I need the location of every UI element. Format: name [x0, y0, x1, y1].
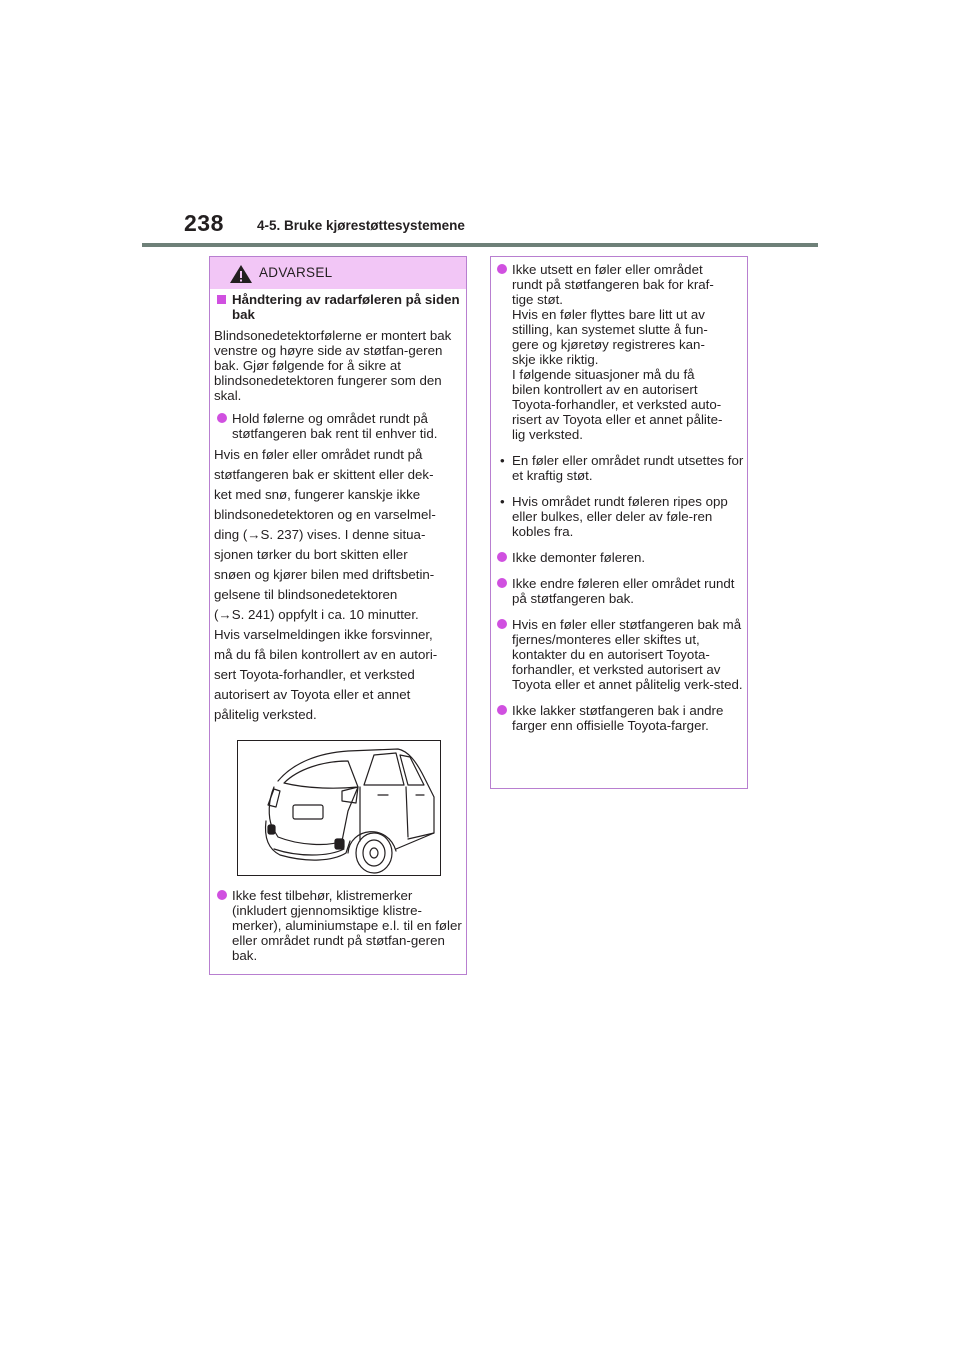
warning-content-lower	[214, 888, 464, 963]
round-bullet-icon	[497, 552, 507, 562]
paragraph-line: gelsene til blindsonedetektoren	[214, 587, 398, 602]
warning-paragraph	[214, 445, 464, 725]
warning-bullet-1: Hold følerne og området rundt på støtfangeren bak rent til enhver tid.	[214, 411, 464, 441]
right-dash-2: • Hvis området rundt føleren ripes opp eller bulkes, eller deler av føle-ren kobles fra.	[500, 494, 728, 539]
warning-heading: Håndtering av radarføleren på siden bak	[214, 292, 464, 322]
round-bullet-icon	[497, 578, 507, 588]
text-line: gere og kjøretøy registreres kan-	[512, 337, 705, 352]
paragraph-line: autorisert av Toyota eller et annet	[214, 687, 411, 702]
warning-triangle-icon	[229, 264, 253, 284]
paragraph-line: blindsonedetektoren og en varselmel-	[214, 507, 436, 522]
paragraph-line: sjonen tørker du bort skitten eller	[214, 547, 408, 562]
warning-content	[214, 292, 464, 725]
warning-header	[210, 257, 466, 289]
paragraph-line: ding (→S. 237) vises. I denne situa-	[214, 527, 426, 542]
right-bullet-5: Ikke lakker støtfangeren bak i andre farger enn offisielle Toyota-farger.	[494, 703, 744, 733]
text-line: Toyota-forhandler, et verksted auto-	[512, 397, 722, 412]
header-rule	[142, 243, 818, 247]
text-line: Hvis en føler flyttes bare litt ut av	[512, 307, 705, 322]
car-rear-illustration	[237, 740, 441, 876]
page-number: 238	[184, 210, 224, 236]
square-bullet-icon	[217, 295, 226, 304]
paragraph-line: ket med snø, fungerer kanskje ikke	[214, 487, 421, 502]
warning-bullet-2: Ikke fest tilbehør, klistremerker (inkludert gjennomsiktige klistre-merker), aluminiumstape e.l. til en føler eller området rundt på støtfan-geren bak.	[214, 888, 464, 963]
right-bullet-4: Hvis en føler eller støtfangeren bak må fjernes/monteres eller skiftes ut, kontakter du en autorisert Toyota-forhandler, et verksted autorisert av Toyota eller et annet pålitelig verk-sted.	[494, 617, 744, 692]
paragraph-line: snøen og kjører bilen med driftsbetin-	[214, 567, 435, 582]
text-line: tige støt.	[512, 292, 563, 307]
right-bullet-2: Ikke demonter føleren.	[494, 550, 744, 565]
paragraph-line: (→S. 241) oppfylt i ca. 10 minutter.	[214, 607, 419, 622]
paragraph-line: Hvis varselmeldingen ikke forsvinner,	[214, 627, 433, 642]
text-line: risert av Toyota eller et annet pålite-	[512, 412, 723, 427]
round-bullet-icon	[497, 705, 507, 715]
dash-bullet: •	[500, 494, 505, 509]
warning-intro: Blindsonedetektorfølerne er montert bak venstre og høyre side av støtfan-geren bak. Gjør følgende for å sikre at blindsonedetektoren fungerer som den skal.	[214, 328, 452, 403]
round-bullet-icon	[497, 619, 507, 629]
paragraph-line: sert Toyota-forhandler, et verksted	[214, 667, 415, 682]
dash-bullet: •	[500, 453, 505, 468]
text-line: stilling, kan systemet slutte å fun-	[512, 322, 708, 337]
paragraph-line: må du få bilen kontrollert av en autori-	[214, 647, 438, 662]
warning-title: ADVARSEL	[259, 265, 333, 280]
right-bullet-3: Ikke endre føleren eller området rundt på støtfangeren bak.	[494, 576, 744, 606]
paragraph-line: støtfangeren bak er skittent eller dek-	[214, 467, 434, 482]
paragraph-line: Hvis en føler eller området rundt på	[214, 447, 423, 462]
section-title: 4-5. Bruke kjørestøttesystemene	[257, 218, 465, 233]
round-bullet-icon	[217, 890, 227, 900]
text-line: Ikke utsett en føler eller området	[512, 262, 703, 277]
round-bullet-icon	[217, 413, 227, 423]
right-content	[494, 262, 744, 733]
text-line: rundt på støtfangeren bak for kraf-	[512, 277, 714, 292]
round-bullet-icon	[497, 264, 507, 274]
text-line: skje ikke riktig.	[512, 352, 599, 367]
text-line: bilen kontrollert av en autorisert	[512, 382, 698, 397]
text-line: lig verksted.	[512, 427, 583, 442]
text-line: I følgende situasjoner må du få	[512, 367, 695, 382]
right-dash-1: • En føler eller området rundt utsettes for et kraftig støt.	[500, 453, 744, 483]
right-bullet-1	[494, 262, 744, 442]
paragraph-line: pålitelig verksted.	[214, 707, 317, 722]
